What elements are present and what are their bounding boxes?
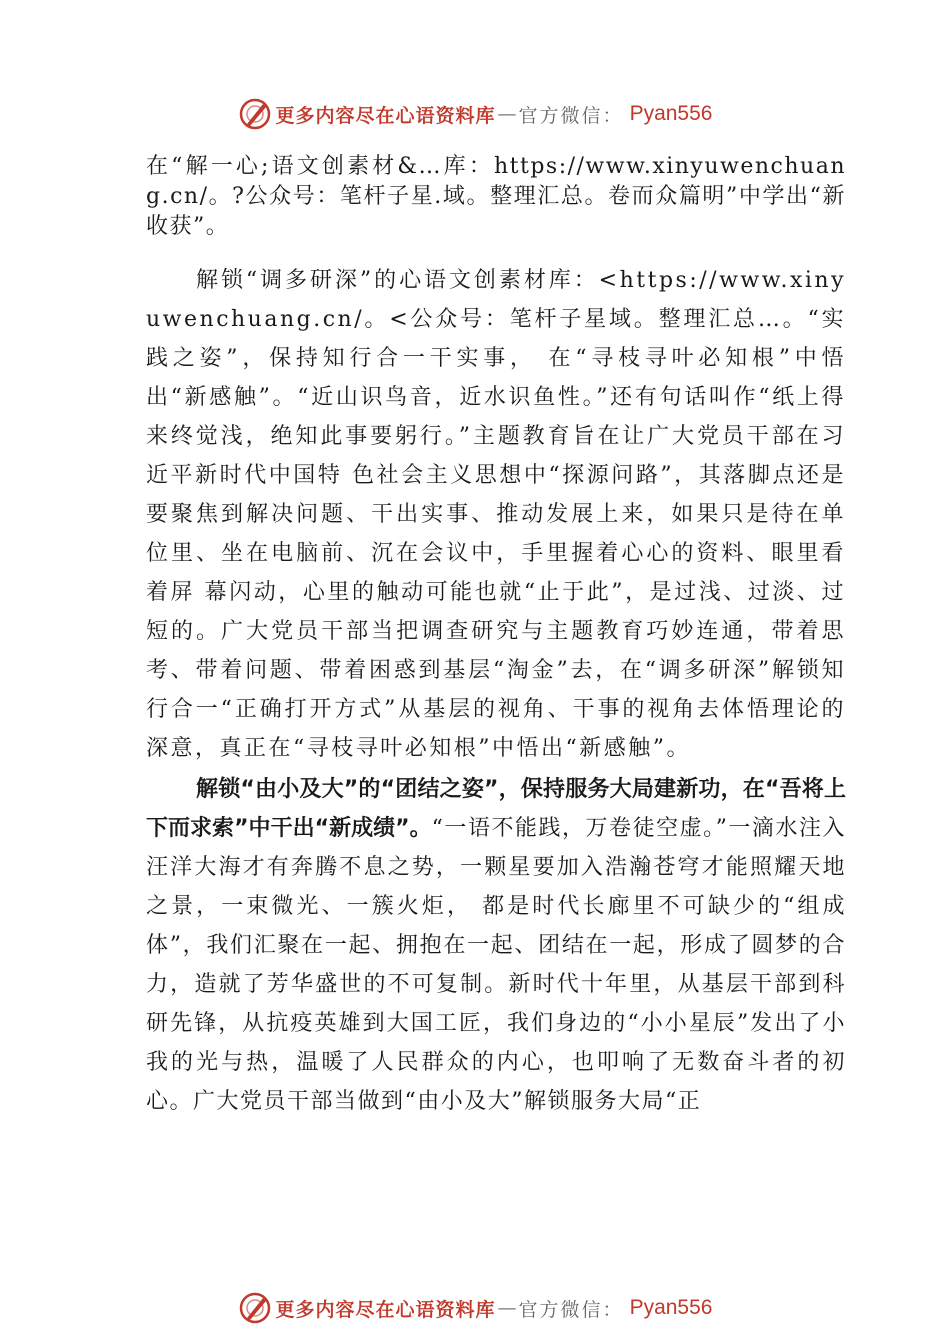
- paragraph-3-heading: 解锁“由小及大”的“团结之姿”，保持服务大局建新功，在“吾将上下而求索”中干出“新成绩”。: [146, 777, 846, 841]
- banner-wechat-id: Pyan556: [629, 1296, 713, 1319]
- banner-wechat-id: Pyan556: [629, 102, 713, 125]
- header-banner: [0, 92, 950, 136]
- banner-title: 更多内容尽在心语资料库: [275, 104, 496, 127]
- banner-wechat-label: 官方微信：: [518, 104, 624, 127]
- banner-wechat-label: 官方微信：: [518, 1298, 624, 1321]
- banner-title: 更多内容尽在心语资料库: [275, 1298, 496, 1321]
- paragraph-1: 在“解一心;语文创素材&…库：https://www.xinyuwenchuang.cn/。?公众号：笔杆子星.域。整理汇总。卷而众篇明”中学出“新收获”。: [146, 154, 846, 239]
- banner-dash: —: [497, 1297, 517, 1319]
- paragraph-3: [146, 770, 846, 1121]
- paragraph-2: 解锁“调多研深”的心语文创素材库：<https://www.xinyuwenchuang.cn/。<公众号：笔杆子星域。整理汇总…。“实践之姿”，保持知行合一干实事， 在“寻枝寻叶必知根”中悟出“新感触”。“近山识鸟音，近水识鱼性。”还有句话叫作“纸上得来终觉浅，绝知此事要躬行。”主题教育旨在让广大党员干部在习近平新时代中国特 色社会主义思想中“探源问路”，其落脚点还是要聚焦到解决问题、干出实事、推动发展上来，如果只是待在单位里、坐在电脑前、沉在会议中，手里握着心心的资料、眼里看着屏 幕闪动，心里的触动可能也就“止于此”，是过浅、过淡、过短的。广大党员干部当把调查研究与主题教育巧妙连通，带着思考、带着问题、带着困惑到基层“淘金”去，在“调多研深”解锁知行合一“正确打开方式”从基层的视角、干事的视角去体悟理论的深意，真正在“寻枝寻叶必知根”中悟出“新感触”。: [146, 268, 846, 761]
- document-body: [146, 152, 846, 1121]
- banner-dash: —: [497, 103, 517, 125]
- pen-circle-logo-icon: [238, 97, 272, 131]
- pen-circle-logo-icon: [238, 1291, 272, 1325]
- paragraph-3-text: “一语不能践，万卷徒空虚。”一滴水注入汪洋大海才有奔腾不息之势，一颗星要加入浩瀚苍穹才能照耀天地之景，一束微光、一簇火炬， 都是时代长廊里不可缺少的“组成体”，我们汇聚在一起、拥抱在一起、团结在一起，形成了圆梦的合力，造就了芳华盛世的不可复制。新时代十年里，从基层干部到科研先锋，从抗疫英雄到大国工匠，我们身边的“小小星辰”发出了小我的光与热，温暖了人民群众的内心，也叩响了无数奋斗者的初心。广大党员干部当做到“由小及大”解锁服务大局“正: [146, 816, 846, 1114]
- footer-banner: [0, 1286, 950, 1330]
